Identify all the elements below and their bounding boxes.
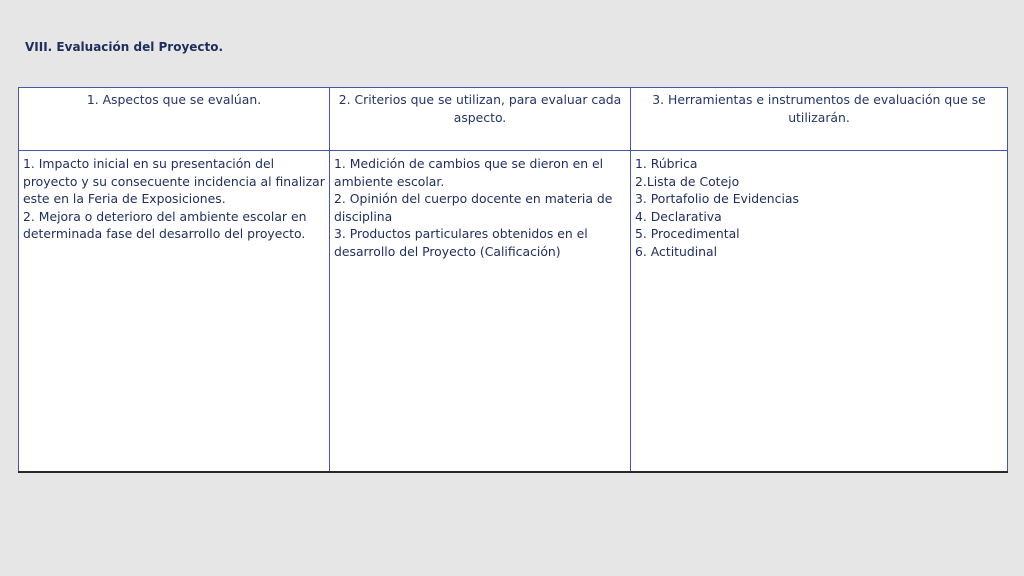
list-item: 5. Procedimental [635, 226, 740, 242]
list-item: 6. Actitudinal [635, 243, 718, 259]
header-aspectos: 1. Aspectos que se evalúan. [19, 88, 330, 151]
cell-criterios [330, 151, 631, 472]
list-item: 4. Declarativa [635, 208, 722, 224]
cell-aspectos [19, 151, 330, 472]
table-header-row [19, 88, 1008, 151]
list-item: 3. Productos particulares obtenidos en el desarrollo del Proyecto (Calificación) [334, 226, 588, 259]
cell-herramientas [631, 151, 1008, 472]
evaluation-table [18, 87, 1008, 473]
list-item: 1. Medición de cambios que se dieron en el ambiente escolar. [334, 156, 604, 189]
list-item: 1. Impacto inicial en su presentación del proyecto y su consecuente incidencia al finalizar este en la Feria de Exposiciones. [23, 156, 325, 207]
list-item: 2. Mejora o deterioro del ambiente escolar en determinada fase del desarrollo del proyecto. [23, 208, 307, 242]
list-item: 1. Rúbrica [635, 156, 698, 171]
table-row [19, 151, 1008, 472]
header-herramientas: 3. Herramientas e instrumentos de evaluación que se utilizarán. [631, 88, 1008, 151]
list-item: 2. Opinión del cuerpo docente en materia de disciplina [334, 191, 613, 224]
list-item: 2.Lista de Cotejo [635, 173, 740, 189]
list-item: 3. Portafolio de Evidencias [635, 191, 799, 207]
header-criterios: 2. Criterios que se utilizan, para evaluar cada aspecto. [330, 88, 631, 151]
section-title: VIII. Evaluación del Proyecto. [25, 40, 224, 54]
